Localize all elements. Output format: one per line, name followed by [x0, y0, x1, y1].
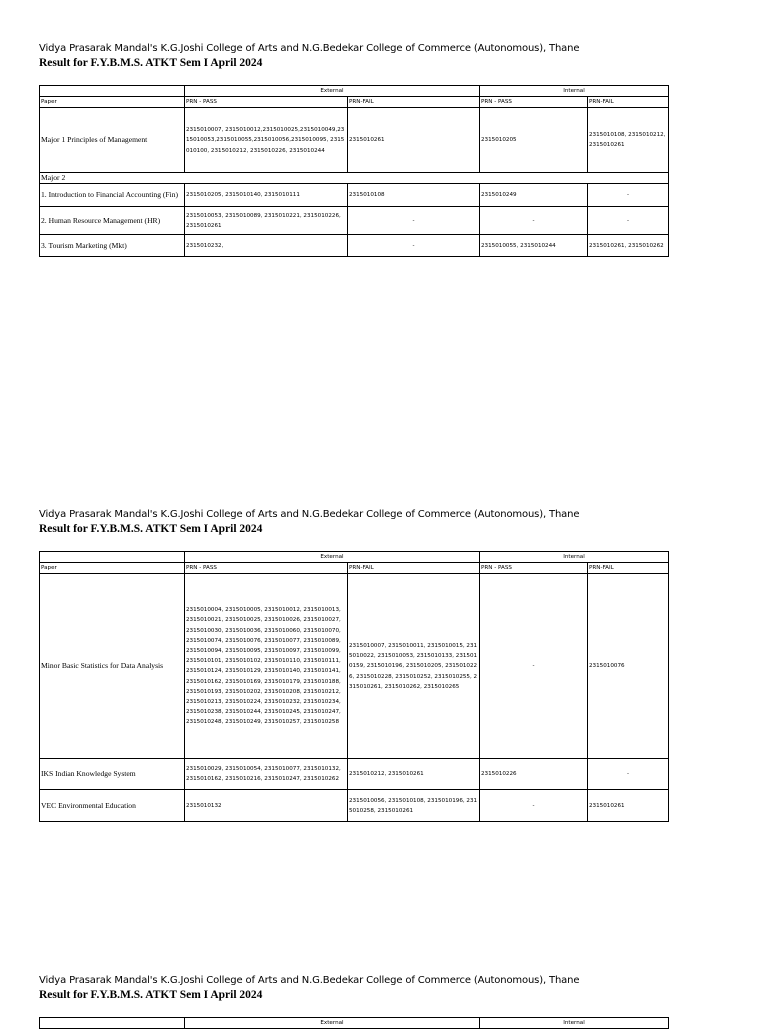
external-header: External: [185, 1018, 480, 1029]
int-fail-cell: 2315010108, 2315010212, 2315010261: [588, 108, 669, 173]
table-row: [40, 173, 669, 184]
internal-header: Internal: [480, 86, 669, 97]
int-fail-cell: 2315010076: [588, 574, 669, 759]
int-pass-cell: -: [480, 207, 588, 235]
blank-header-cell: [40, 86, 185, 97]
ext-fail-cell: 2315010056, 2315010108, 2315010196, 2315010258, 2315010261: [348, 790, 480, 822]
group-label-cell: Major 2: [40, 173, 669, 184]
result-title: Result for F.Y.B.M.S. ATKT Sem I April 2024: [39, 57, 263, 69]
header-row-columns: [40, 97, 669, 108]
paper-header: Paper: [40, 97, 185, 108]
internal-header: Internal: [480, 552, 669, 563]
table-row: [40, 235, 669, 257]
ext-pass-cell: 2315010205, 2315010140, 2315010111: [185, 184, 348, 207]
result-section-1: [39, 42, 668, 250]
result-title: Result for F.Y.B.M.S. ATKT Sem I April 2024: [39, 989, 263, 1001]
ext-fail-cell: 2315010212, 2315010261: [348, 759, 480, 790]
result-table-3: [39, 1017, 669, 1029]
ext-fail-header: PRN-FAIL: [348, 563, 480, 574]
ext-fail-cell: 2315010261: [348, 108, 480, 173]
ext-pass-cell: 2315010029, 2315010054, 2315010077, 2315010132, 2315010162, 2315010216, 2315010247, 2315010262: [185, 759, 348, 790]
header-row-group: [40, 1018, 669, 1029]
blank-header-cell: [40, 552, 185, 563]
ext-pass-header: PRN - PASS: [185, 97, 348, 108]
ext-fail-header: PRN-FAIL: [348, 97, 480, 108]
int-fail-header: PRN-FAIL: [588, 97, 669, 108]
paper-cell: Major 1 Principles of Management: [40, 108, 185, 173]
paper-cell: 2. Human Resource Management (HR): [40, 207, 185, 235]
blank-header-cell: [40, 1018, 185, 1029]
paper-cell: 1. Introduction to Financial Accounting (Fin): [40, 184, 185, 207]
college-name: Vidya Prasarak Mandal's K.G.Joshi College of Arts and N.G.Bedekar College of Commerce (Autonomous), Thane: [39, 975, 580, 986]
int-fail-cell: 2315010261, 2315010262: [588, 235, 669, 257]
paper-cell: IKS Indian Knowledge System: [40, 759, 185, 790]
paper-cell: VEC Environmental Education: [40, 790, 185, 822]
int-pass-cell: 2315010055, 2315010244: [480, 235, 588, 257]
ext-pass-header: PRN - PASS: [185, 563, 348, 574]
ext-fail-cell: 2315010007, 2315010011, 2315010015, 2315010022, 2315010053, 2315010133, 2315010159, 2315010196, 2315010205, 2315010226, 2315010228, 2315010252, 2315010255, 2315010261, 2315010262, 2315010265: [348, 574, 480, 759]
table-row: [40, 790, 669, 822]
int-pass-header: PRN - PASS: [480, 563, 588, 574]
paper-cell: Minor Basic Statistics for Data Analysis: [40, 574, 185, 759]
external-header: External: [185, 86, 480, 97]
paper-header: Paper: [40, 563, 185, 574]
ext-pass-cell: 2315010004, 2315010005, 2315010012, 2315010013, 2315010021, 2315010025, 2315010026, 2315010027, 2315010030, 2315010036, 2315010060, 2315010070, 2315010074, 2315010076, 2315010077, 2315010089, 2315010094, 2315010095, 2315010097, 2315010099, 2315010101, 2315010102, 2315010110, 2315010111, 2315010124, 2315010129, 2315010140, 2315010141, 2315010162, 2315010169, 2315010179, 2315010188, 2315010193, 2315010202, 2315010208, 2315010212, 2315010213, 2315010224, 2315010232, 2315010234, 2315010238, 2315010244, 2315010245, 2315010247, 2315010248, 2315010249, 2315010257, 2315010258: [185, 574, 348, 759]
int-fail-cell: -: [588, 759, 669, 790]
paper-cell: 3. Tourism Marketing (Mkt): [40, 235, 185, 257]
int-fail-cell: 2315010261: [588, 790, 669, 822]
table-row: [40, 207, 669, 235]
result-title: Result for F.Y.B.M.S. ATKT Sem I April 2024: [39, 523, 263, 535]
college-name: Vidya Prasarak Mandal's K.G.Joshi College of Arts and N.G.Bedekar College of Commerce (Autonomous), Thane: [39, 43, 580, 54]
ext-pass-cell: 2315010232,: [185, 235, 348, 257]
table-row: [40, 574, 669, 759]
int-pass-cell: 2315010249: [480, 184, 588, 207]
header-row-columns: [40, 563, 669, 574]
int-fail-cell: -: [588, 184, 669, 207]
result-section-2: [39, 508, 668, 814]
int-pass-cell: -: [480, 790, 588, 822]
college-name: Vidya Prasarak Mandal's K.G.Joshi College of Arts and N.G.Bedekar College of Commerce (Autonomous), Thane: [39, 509, 580, 520]
ext-fail-cell: -: [348, 207, 480, 235]
int-pass-cell: -: [480, 574, 588, 759]
ext-pass-cell: 2315010007, 2315010012,2315010025,2315010049,2315010053,2315010055,2315010056,2315010095, 2315010100, 2315010212, 2315010226, 2315010244: [185, 108, 348, 173]
ext-fail-cell: -: [348, 235, 480, 257]
ext-fail-cell: 2315010108: [348, 184, 480, 207]
header-row-group: [40, 86, 669, 97]
table-row: [40, 108, 669, 173]
int-pass-header: PRN - PASS: [480, 97, 588, 108]
result-section-3: [39, 974, 668, 1026]
int-pass-cell: 2315010205: [480, 108, 588, 173]
result-table-1: [39, 85, 669, 257]
table-row: [40, 184, 669, 207]
internal-header: Internal: [480, 1018, 669, 1029]
header-row-group: [40, 552, 669, 563]
ext-pass-cell: 2315010132: [185, 790, 348, 822]
int-fail-header: PRN-FAIL: [588, 563, 669, 574]
int-pass-cell: 2315010226: [480, 759, 588, 790]
table-row: [40, 759, 669, 790]
result-table-2: [39, 551, 669, 822]
int-fail-cell: -: [588, 207, 669, 235]
external-header: External: [185, 552, 480, 563]
ext-pass-cell: 2315010053, 2315010089, 2315010221, 2315010226, 2315010261: [185, 207, 348, 235]
